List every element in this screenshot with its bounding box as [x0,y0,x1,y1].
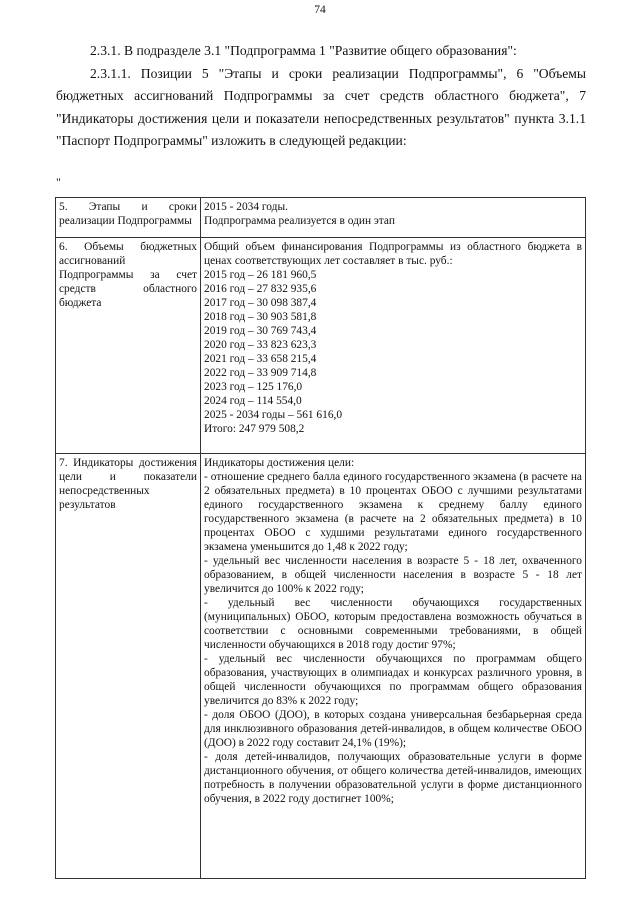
stage-count: Подпрограмма реализуется в один этап [204,215,395,227]
financing-year: 2016 год – 27 832 935,6 [204,283,317,295]
indicators-header: Индикаторы достижения цели: [204,457,355,469]
financing-total: Итого: 247 979 508,2 [204,423,305,435]
opening-quote: " [56,175,61,189]
financing-year: 2025 - 2034 годы – 561 616,0 [204,409,343,421]
indicator-item: - удельный вес численности населения в возрасте 5 - 18 лет, охваченного образованием, в общей численности населения в возрасте 5 - 18 лет увеличится до 100% к 2022 году; [204,555,582,595]
financing-year: 2018 год – 30 903 581,8 [204,311,317,323]
page-number: 74 [314,4,326,16]
indicator-item: - удельный вес численности обучающихся по программам общего образования, участвующих в олимпиадах и конкурсах различного уровня, в общей численности обучающихся по программам общего образования увеличится до 83% к 2022 году; [204,653,582,707]
indicator-item: - удельный вес численности обучающихся государственных (муниципальных) ОБОО, которым предоставлена возможность обучаться в соответствии с основными современными требованиями, в общей численности обучающихся в 2018 году достиг 97%; [204,597,582,651]
row-label: 5. Этапы и сроки реализации Подпрограммы [56,198,201,238]
table-row [56,198,586,238]
intro-paragraph-2: 2.3.1.1. Позиции 5 "Этапы и сроки реализации Подпрограммы", 6 "Объемы бюджетных ассигнований Подпрограммы за счет средств областного бюджета", 7 "Индикаторы достижения цели и показатели непосредственных результатов" пункта 3.1.1 "Паспорт Подпрограммы" изложить в следующей редакции: [56,65,586,149]
indicator-item: - доля ОБОО (ДОО), в которых создана универсальная безбарьерная среда для инклюзивного образования детей-инвалидов, в общем количестве ОБОО (ДОО) в 2022 году составит 24,1% (19%); [204,709,582,749]
financing-year: 2023 год – 125 176,0 [204,381,303,393]
table-row [56,454,586,879]
indicator-item: - отношение среднего балла единого государственного экзамена (в расчете на 2 обязательных предмета) в 10 процентах ОБОО с лучшими результатами единого государственного экзамена к среднему баллу единого государственного экзамена (в расчете на 2 обязательных предмета) в 10 процентах ОБОО с худшими результатами единого государственного экзамена уменьшится до 1,48 к 2022 году; [204,471,582,553]
financing-year: 2024 год – 114 554,0 [204,395,302,407]
financing-year: 2017 год – 30 098 387,4 [204,297,317,309]
row-label: 7. Индикаторы достижения цели и показатели непосредственных результатов [56,454,201,879]
financing-year: 2020 год – 33 823 623,3 [204,339,317,351]
financing-year: 2021 год – 33 658 215,4 [204,353,317,365]
passport-table [55,197,586,879]
intro-paragraph-1: 2.3.1. В подразделе 3.1 "Подпрограмма 1 "Развитие общего образования": [90,43,517,58]
financing-year: 2019 год – 30 769 743,4 [204,325,317,337]
financing-year: 2022 год – 33 909 714,8 [204,367,317,379]
intro-text [56,40,586,153]
indicator-item: - доля детей-инвалидов, получающих образовательные услуги в форме дистанционного обучения, от общего количества детей-инвалидов, имеющих потребность в получении образовательной услуги в форме дистанционного обучения, в 2022 году достигнет 100%; [204,751,582,805]
row-label: 6. Объемы бюджетных ассигнований Подпрограммы за счет средств областного бюджета [56,238,201,454]
stage-period: 2015 - 2034 годы. [204,201,288,213]
row-content [201,454,586,879]
table-row [56,238,586,454]
row-content [201,198,586,238]
financing-header: Общий объем финансирования Подпрограммы из областного бюджета в ценах соответствующих лет составляет в тыс. руб.: [204,241,582,267]
row-content [201,238,586,454]
financing-year: 2015 год – 26 181 960,5 [204,269,317,281]
